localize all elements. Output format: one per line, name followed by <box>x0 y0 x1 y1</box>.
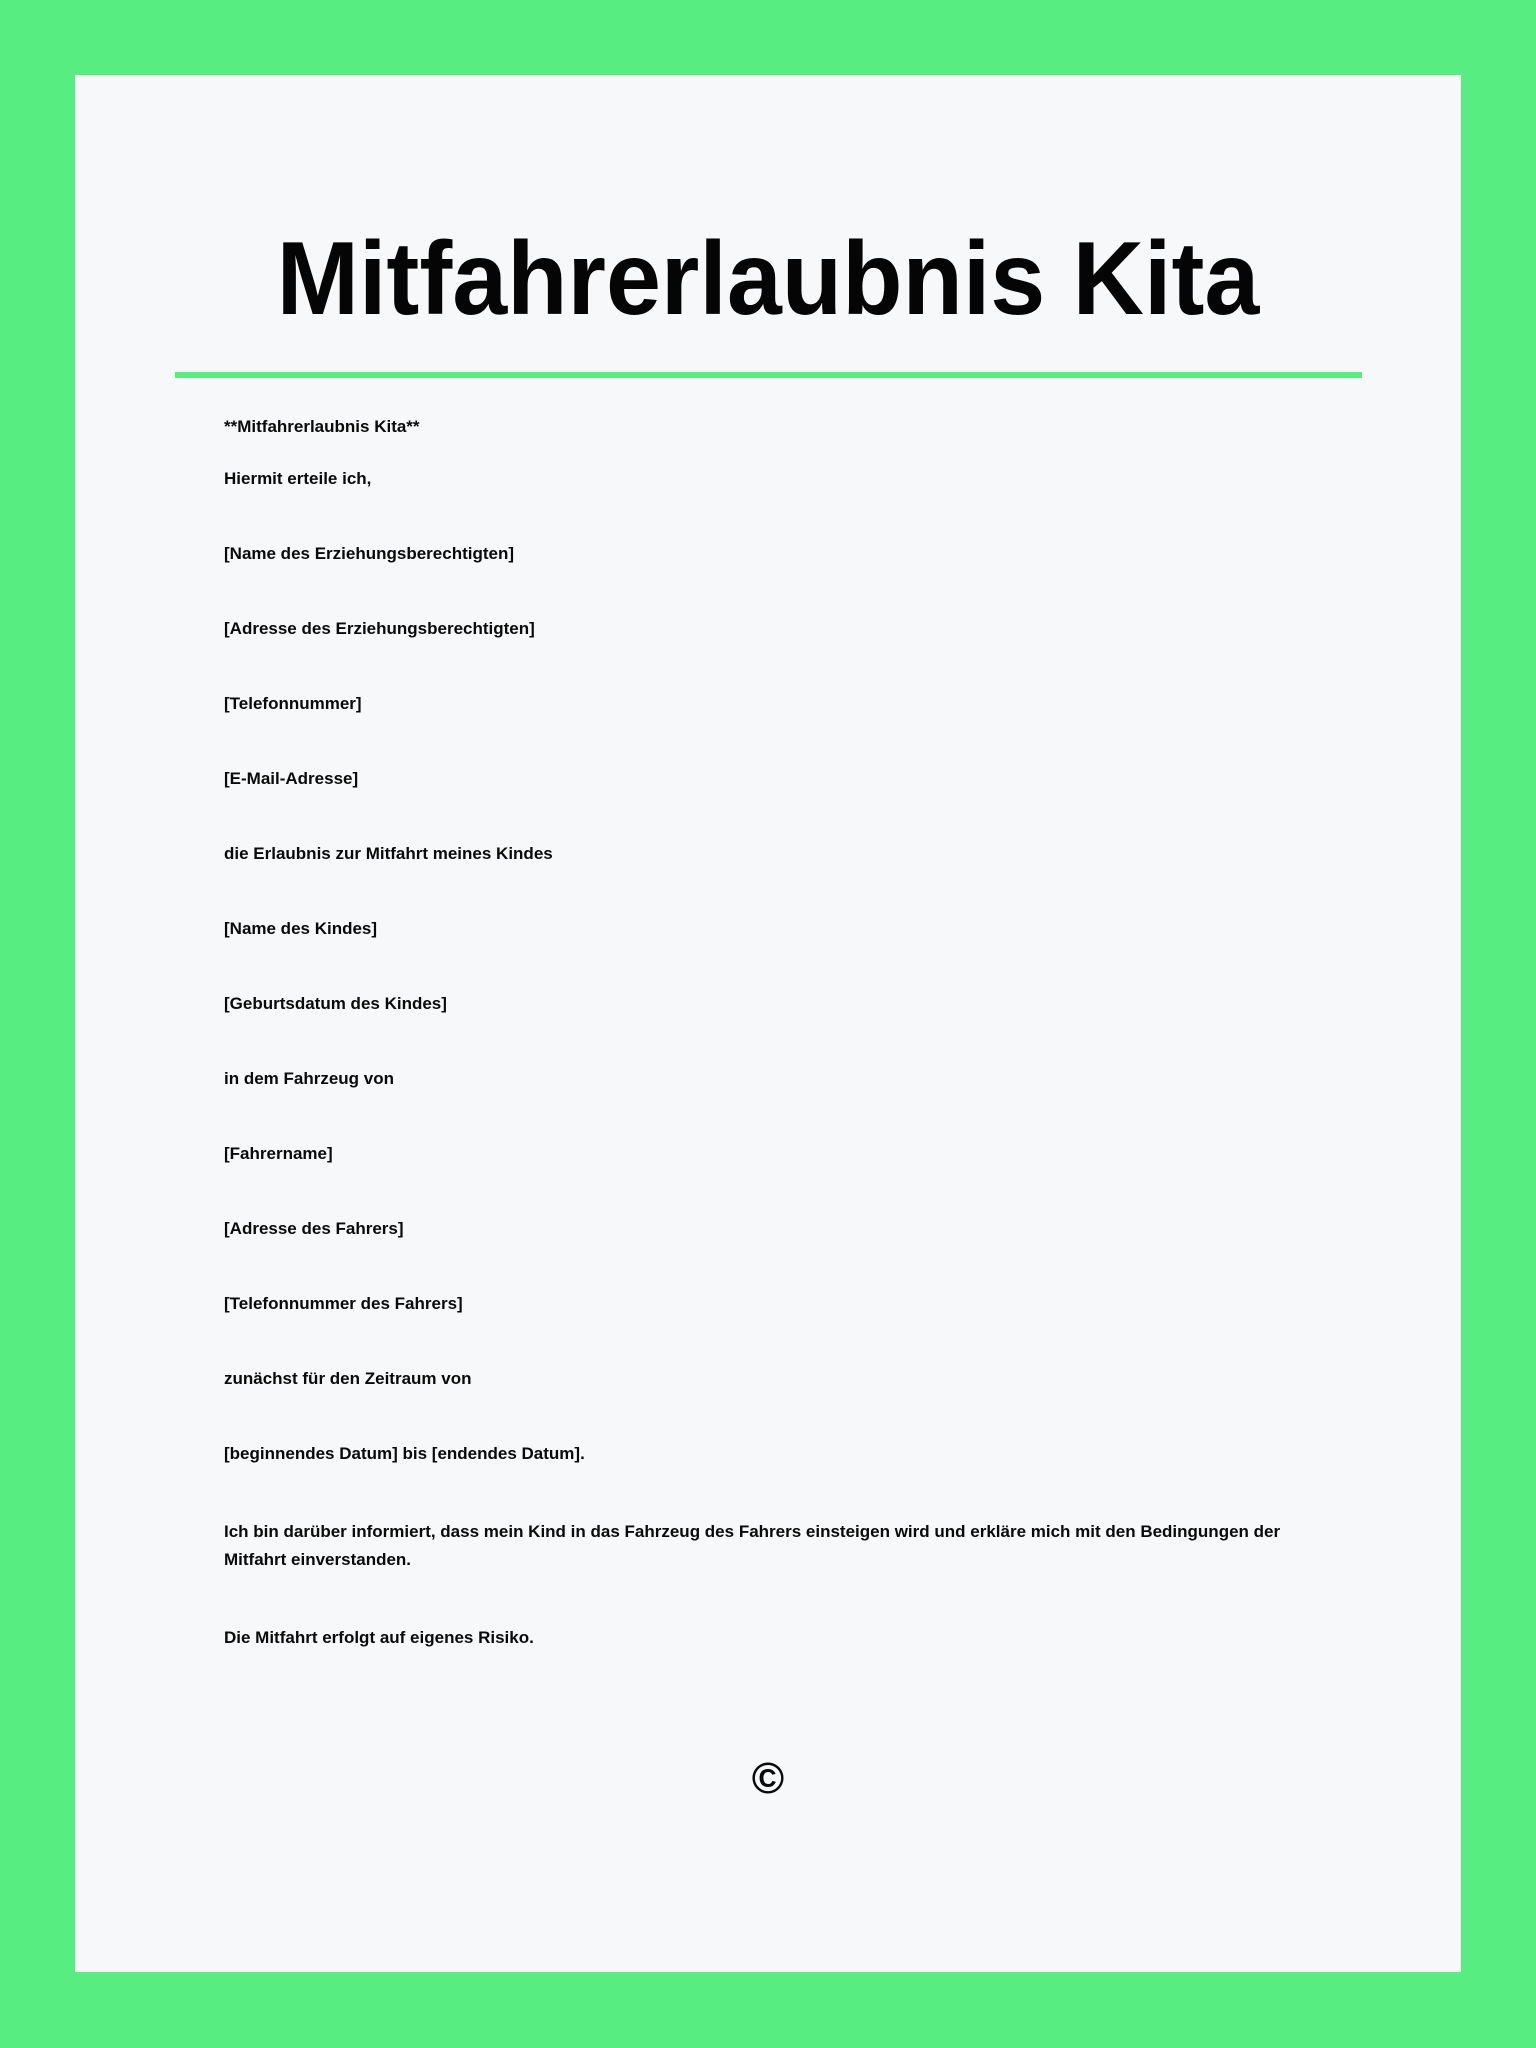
placeholder-phone-number: [Telefonnummer] <box>224 694 362 714</box>
footer <box>75 1754 1461 1804</box>
document-card <box>75 75 1461 1972</box>
page-title: Mitfahrerlaubnis Kita <box>276 221 1260 337</box>
placeholder-guardian-address: [Adresse des Erziehungsberechtigten] <box>224 619 535 639</box>
placeholder-guardian-name: [Name des Erziehungsberechtigten] <box>224 544 515 564</box>
placeholder-child-birthdate: [Geburtsdatum des Kindes] <box>224 994 447 1014</box>
copyright-icon: © <box>751 1754 785 1804</box>
body-risk-line: Die Mitfahrt erfolgt auf eigenes Risiko. <box>224 1628 534 1648</box>
placeholder-email-address: [E-Mail-Adresse] <box>224 769 359 789</box>
document-body <box>224 416 1284 1649</box>
placeholder-driver-address: [Adresse des Fahrers] <box>224 1219 404 1239</box>
body-consent-paragraph: Ich bin darüber informiert, dass mein Kind in das Fahrzeug des Fahrers einsteigen wird und erkläre mich mit den Bedingungen der Mitfahrt einverstanden. <box>224 1522 1281 1570</box>
placeholder-driver-phone: [Telefonnummer des Fahrers] <box>224 1294 463 1314</box>
placeholder-child-name: [Name des Kindes] <box>224 919 378 939</box>
body-intro-line: Hiermit erteile ich, <box>224 469 372 489</box>
body-timeframe-line: zunächst für den Zeitraum von <box>224 1369 472 1389</box>
body-heading-markdown: **Mitfahrerlaubnis Kita** <box>224 417 420 437</box>
placeholder-date-range: [beginnendes Datum] bis [endendes Datum]. <box>224 1444 585 1464</box>
body-vehicle-line: in dem Fahrzeug von <box>224 1069 395 1089</box>
placeholder-driver-name: [Fahrername] <box>224 1144 333 1164</box>
title-divider-rule <box>175 372 1362 378</box>
body-permission-line: die Erlaubnis zur Mitfahrt meines Kindes <box>224 844 553 864</box>
